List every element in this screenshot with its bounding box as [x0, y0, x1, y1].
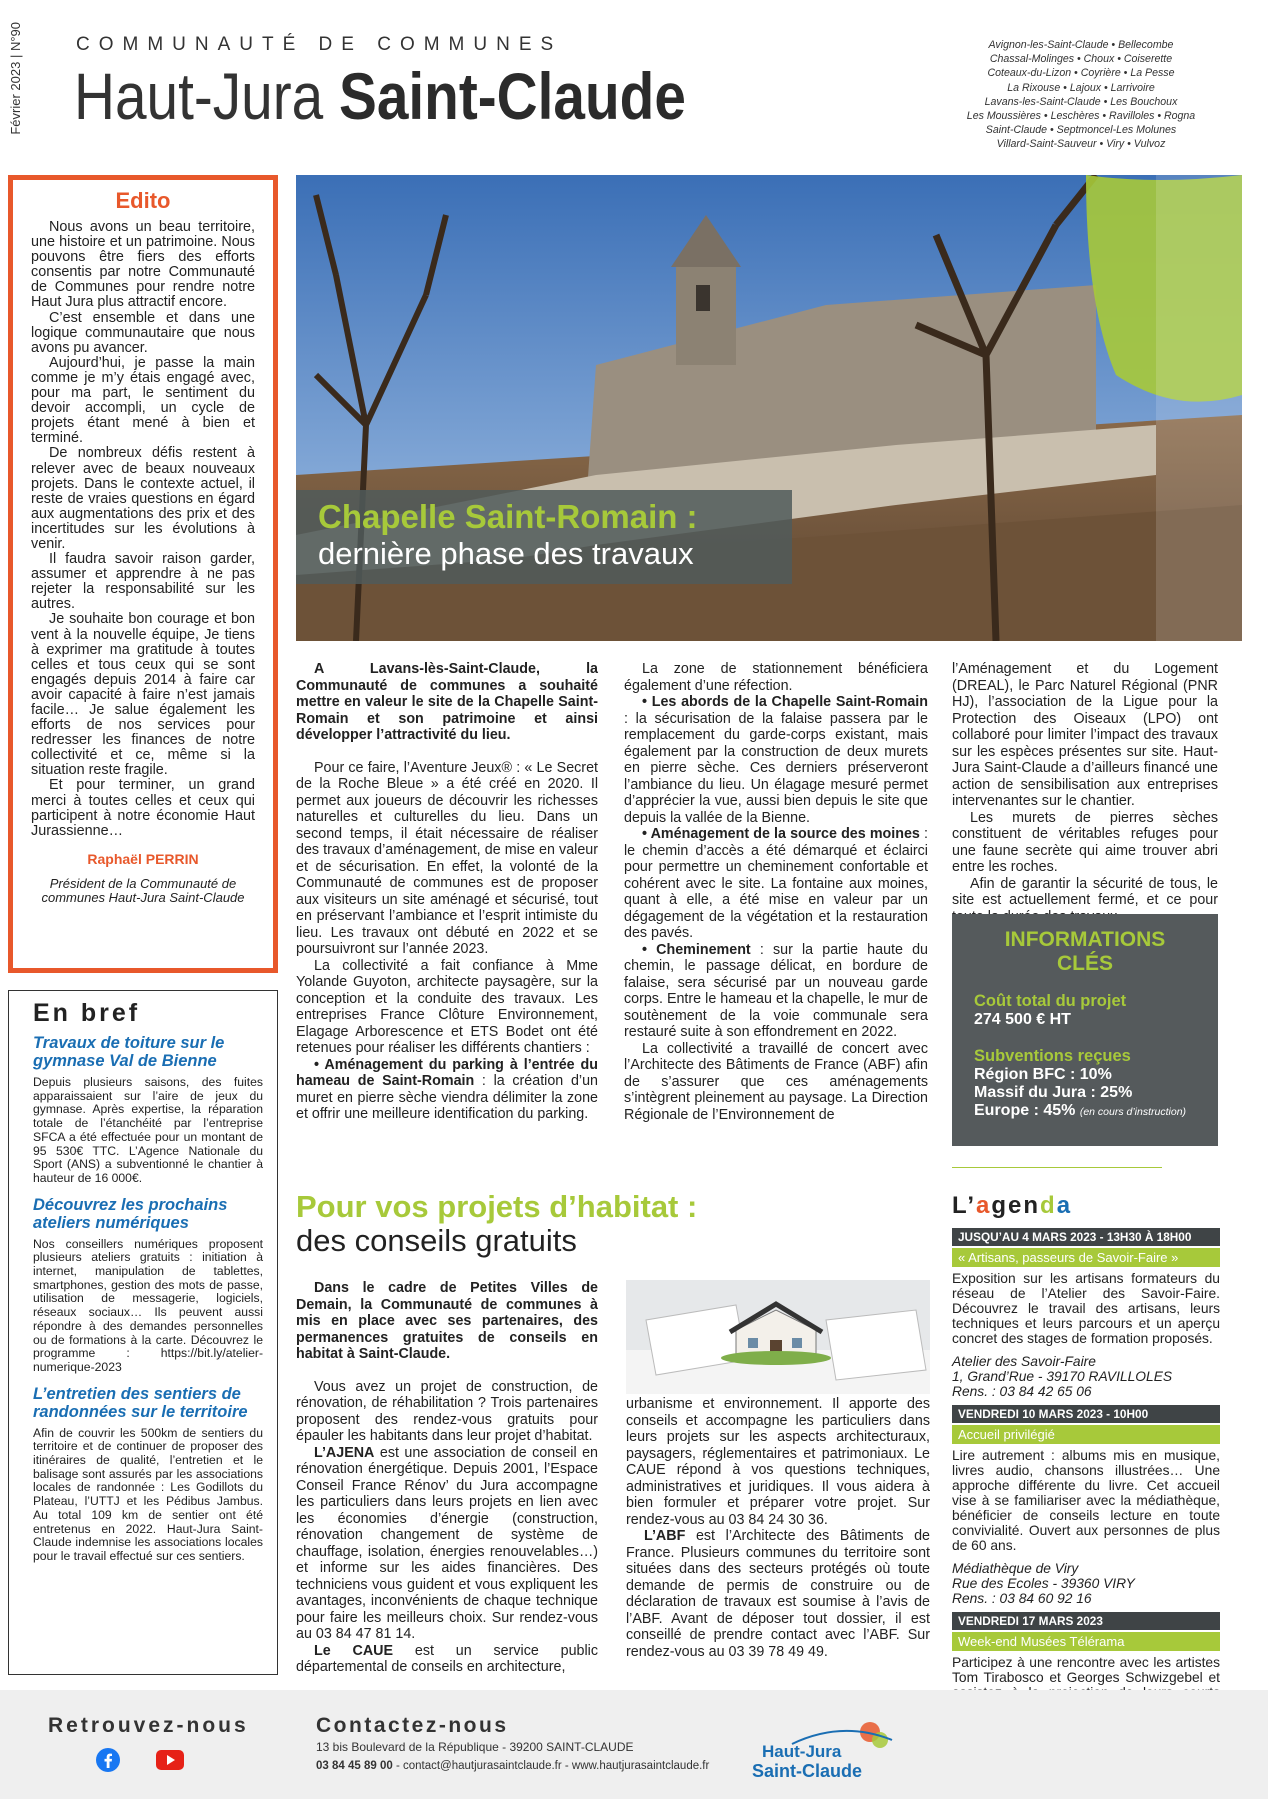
- youtube-icon[interactable]: [156, 1750, 184, 1775]
- edito-title: Edito: [115, 188, 171, 213]
- facebook-icon[interactable]: [96, 1748, 120, 1777]
- en-bref-title: En bref: [33, 999, 141, 1027]
- edito-text: Nous avons un beau territoire, une histoire et un patrimoine. Nous pouvons être fiers des efforts consentis par notre Communauté de Communes pour rendre notre Haut Jura plus attractif encore. C’est ensemble et dans une logique communautaire que nous avons pu avancer. Aujourd’hui, je passe la main comme je m’y étais engagé avec, pour ma part, le sentiment du devoir accompli, un cycle de projets étant mené à bien et terminé. De nombreux défis restent à relever avec de beaux nouveaux projets. Dans le contexte actuel, il reste de vraies questions en égard aux augmentations des prix et des incertitudes sur les évolutions à venir. Il faudra savoir raison garder, assumer et apprendre à ne pas rejeter la responsabilité sur les autres. Je souhaite bon courage et bon vent à la nouvelle équipe, Je tiens à exprimer ma gratitude à toutes celles et tous ceux qui se sont engagés depuis 2014 à faire car avoir capacité à faire n’est jamais facile… Je salue également les efforts de nos services pour redresser les finances de notre collectivité et ce, même si la situation reste fragile. Et pour terminer, un grand merci à toutes celles et ceux qui participent à notre économie Haut Jurassienne…: [31, 219, 255, 839]
- communes-list: Avignon-les-Saint-Claude • Bellecombe Chassal-Molinges • Choux • Coiserette Coteaux-du-Lizon • Coyrière • La Pesse La Rixouse • Lajoux • Larrivoire Lavans-les-Saint-Claude • Les Bouchoux Les Moussières • Leschères • Ravilloles • Rogna Saint-Claude • Septmoncel-Les Molunes Villard-Saint-Sauveur • Viry • Vulvoz: [966, 39, 1196, 151]
- bref-item-title: Découvrez les prochains ateliers numériques: [33, 1195, 228, 1232]
- edito-role: Président de la Communauté de communes Haut-Jura Saint-Claude: [41, 875, 245, 905]
- feature-column-3: l’Aménagement et du Logement (DREAL), le Parc Naturel Régional (PNR HJ), l’association de la Ligue pour la Protection des Oiseaux (LPO) ont collaboré pour limiter l’impact des travaux sur les espèces présentes sur site. Haut-Jura Saint-Claude a d’ailleurs financé une action de sensibilisation aux entreprises intervenantes sur le chantier. Les murets de pierres sèches constituent de véritables refuges pour une faune secrète qui aime trouver abri entre les roches. Afin de garantir la sécurité de tous, le site est actuellement fermé, et ce pour: [952, 661, 1218, 908]
- en-bref-box: [8, 990, 278, 1675]
- key-info-title: INFORMATIONS CLÉS: [1004, 928, 1166, 975]
- feature-intro: A Lavans-lès-Saint-Claude, la Communauté de communes a souhaité mettre en valeur le site de la Chapelle Saint-Romain et son patrimoine et ainsi développer l’attractivité du lieu.: [296, 661, 598, 743]
- contact-address: 13 bis Boulevard de la République - 39200 SAINT-CLAUDE: [316, 1740, 634, 1754]
- divider: [952, 1167, 1162, 1168]
- edito-signature: Raphaël PERRIN: [87, 850, 199, 867]
- agenda-title: L’agenda: [952, 1192, 1073, 1219]
- issue-label: Février 2023 | N°90: [8, 22, 23, 135]
- habitat-column-1: Dans le cadre de Petites Villes de Demain, la Communauté de communes à mis en place avec ses partenaires, des permanences gratuites de conseils en habitat à Saint-Claude. Vous avez un projet de construction, de rénovation, de réhabilitation ? Trois partenaires proposent des rendez-vous gratuits pour épauler les habitants dans leur projet d’habitat. L’AJENA est une association de conseil en rénovation énergétique. Depuis 2001, l’Espace Conseil France Rénov’ du Jura accompagne les particuliers dans leurs projets en lien avec les économies d’énergie (construction, rénovation changement de système de chauffage, isolation, énergies renouvelables…) et informe sur les aides financières. Des techniciens vous guident et vous expliquent les avantages, inconvénients de chaque technique pour faire les meilleurs choix. Sur rendez-vous au 03 84 47 81 14. Le CAUE est un service public départemental de conseils en architecture,: [296, 1280, 598, 1675]
- feature-column-1: A Lavans-lès-Saint-Claude, la Communauté de communes a souhaité mettre en valeur le site de la Chapelle Saint-Romain et son patrimoine et ainsi développer l’attractivité du lieu. Pour ce faire, l’Aventure Jeux® : « Le Secret de la Roche Bleue » a été créé en 2020. Il permet aux joueurs de découvrir les richesses naturelles et culturelles du lieu. Dans un second temps, il était nécessaire de réaliser des travaux d’aménagement, de mise en valeur et de sécurisation. En effet, la volonté de la Communauté de communes est de proposer aux visiteurs un site aménagé et sécurisé, tout en préservant l’ambiance et l’esprit intimiste du lieu. Les travaux ont débuté en 2022 et se poursuivront sur l’année 2023. La collectivité a fait confiance à Mme Yolande Guyoton, architecte paysagère, sur la conception et la conduite des travaux. Les entreprises France Clôture Environnement, Elagage Arborescence et ETS Bodet ont été retenues pour réaliser les différents chantiers : • Aménagement du parking à l’entrée du hameau de Saint-Romain : la création d’un muret en pierre sèche viendra délimiter la zone et offrir une meilleure identification du parking.: [296, 661, 598, 1122]
- footer: [0, 1690, 1268, 1799]
- feature-title-line2: dernière phase des travaux: [318, 536, 694, 571]
- edito-box: [8, 175, 278, 973]
- follow-us-label: Retrouvez-nous: [48, 1714, 249, 1737]
- contact-label: Contactez-nous: [316, 1714, 509, 1737]
- agenda-event: VENDREDI 17 MARS 2023 Week-end Musées Télérama Participez à une rencontre avec les artistes Tom Tirabosco et Georges Schwizgebel et: [952, 1614, 1220, 1685]
- bref-item-title: Travaux de toiture sur le gymnase Val de Bienne: [33, 1034, 225, 1070]
- agenda-event: JUSQU’AU 4 MARS 2023 - 13H30 À 18H00 « Artisans, passeurs de Savoir-Faire » Exposition sur les artisans formateurs du réseau de l’Atelier des Savoir-Faire. Découvrez le travail des artisans, leurs techniques et leurs parcours et un aperçu concret des stages de formation proposés. Atelier des Savoir-Faire 1, Grand’Rue - 39170 RAVILLOLES Rens. : 03 84 42 65 06: [952, 1230, 1220, 1399]
- key-info-box: INFORMATIONS CLÉS Coût total du projet 274 500 € HT Subventions reçues Région BFC : 10% Massif du Jura : 25% Europe : 45% (en cours d’instruction): [952, 914, 1218, 1146]
- bref-item-text: Nos conseillers numériques proposent plusieurs ateliers gratuits : initiation à internet, manipulation de tablettes, smartphones, gestion des mots de passe, utilisation de messagerie, logiciels, réseaux sociaux… Ils peuvent aussi répondre à des demandes personnelles ou de formations à la carte. Découvrez le programme : https://bit.ly/atelier-numerique-2023: [33, 1236, 263, 1374]
- contact-details[interactable]: 03 84 45 89 00 - contact@hautjurasaintclaude.fr - www.hautjurasaintclaude.fr: [316, 1760, 710, 1772]
- bref-item-text: Depuis plusieurs saisons, des fuites apparaissaient sur l’aire de jeux du gymnase. Après expertise, la réparation totale de l’étanchéité par l’entreprise SFCA a été effectuée pour un montant de 95 530€ TTC. L’Agence Nationale du Sport (ANS) a subventionné le chantier à hauteur de 16 000€.: [33, 1075, 263, 1185]
- habitat-title: Pour vos projets d’habitat : des conseils gratuits: [296, 1189, 698, 1258]
- agenda-event: VENDREDI 10 MARS 2023 - 10H00 Accueil privilégié Lire autrement : albums mis en musique, livres audio, chansons illustrées… Une approche différente du livre. Cet accueil vise à se familiariser avec la médiathèque, bénéficier de conseils lecture en toute convivialité. Ouvert aux personnes de plus de 60 ans. Médiathèque de Viry Rue des Ecoles - 39360 VIRY Rens. : 03 84 60 92 16: [952, 1407, 1220, 1606]
- house-model-image: [626, 1280, 930, 1394]
- brand-logo: Haut-Jura Saint-Claude: [752, 1724, 902, 1788]
- bref-item-text: Afin de couvrir les 500km de sentiers du territoire et de continuer de proposer des itinéraires de qualité, l’entretien et le balisage sont assurés par les associations locales de randonnée : Les Godillots du Plateau, l’UTTJ et les Pédibus Jambus. Au total 109 km de sentier ont été entretenus en 2022. Haut-Jura Saint-Claude indemnise les associations locales pour le travail effectué sur ces sentiers.: [33, 1425, 263, 1563]
- feature-column-2: La zone de stationnement bénéficiera également d’une réfection. • Les abords de la Chapelle Saint-Romain : la sécurisation de la falaise passera par le remplacement du garde-corps existant, mais également par la construction de deux murets en pierre sèche. Ces derniers préserveront l’ambiance du lieu. Un élagage mesuré permet d’apprécier la vue, aussi bien depuis le site que depuis la vallée de la Bienne. • Aménagement de la source des moines : le chemin d’accès a été démarqué et éclairci pour permettre un cheminement confortable et cohérent avec le site. La fontaine aux moines, quant à elle, a été mise en valeur par un dégagement de la végétation et la restauration des pavés. • Cheminement : sur la partie haute du chemin, le passage délicat, en bordure de falaise, sera sécurisé par un nouveau garde corps. Entre le hameau et la chapelle, le mur de soutènement de la voie communale sera restauré suite à son effondrement en 2022. La collectivité a travaillé de concert avec l’Architecte des Bâtiments de France (ABF) afin de s’assurer que ces aménagements s’intègrent pleinement au paysage. La Direction Régionale de l’Environnement de: [624, 661, 928, 1123]
- bref-item-title: L’entretien des sentiers de randonnées sur le territoire: [33, 1384, 248, 1421]
- feature-title-box: [296, 490, 792, 584]
- feature-title-line1: Chapelle Saint-Romain :: [318, 498, 698, 535]
- habitat-intro: Dans le cadre de Petites Villes de Demain, la Communauté de communes à mis en place avec ses partenaires, des permanences gratuites de conseils en habitat à Saint-Claude.: [296, 1280, 598, 1362]
- masthead-title: Haut-Jura Saint-Claude: [74, 59, 686, 133]
- habitat-column-2: urbanisme et environnement. Il apporte des conseils et accompagne les particuliers dans leurs projets sur les aspects architecturaux, paysagers, réglementaires et patrimoniaux. Le CAUE répond à vos questions techniques, administratives et juridiques. Il vous aidera à bien formuler et préparer votre projet. Sur rendez-vous au 03 84 24 30 36. L’ABF est l’Architecte des Bâtiments de France. Plusieurs communes du territoire sont situées dans des secteurs protégés où toute demande de permis de construire ou de déclaration de travaux est soumise à l’avis de l’ABF. Avant de déposer tout dossier, il est conseillé de prendre contact avec l’ABF. Sur rendez-vous au 03 39 78 49 49.: [626, 1396, 930, 1660]
- masthead-subtitle: COMMUNAUTÉ DE COMMUNES: [76, 34, 563, 55]
